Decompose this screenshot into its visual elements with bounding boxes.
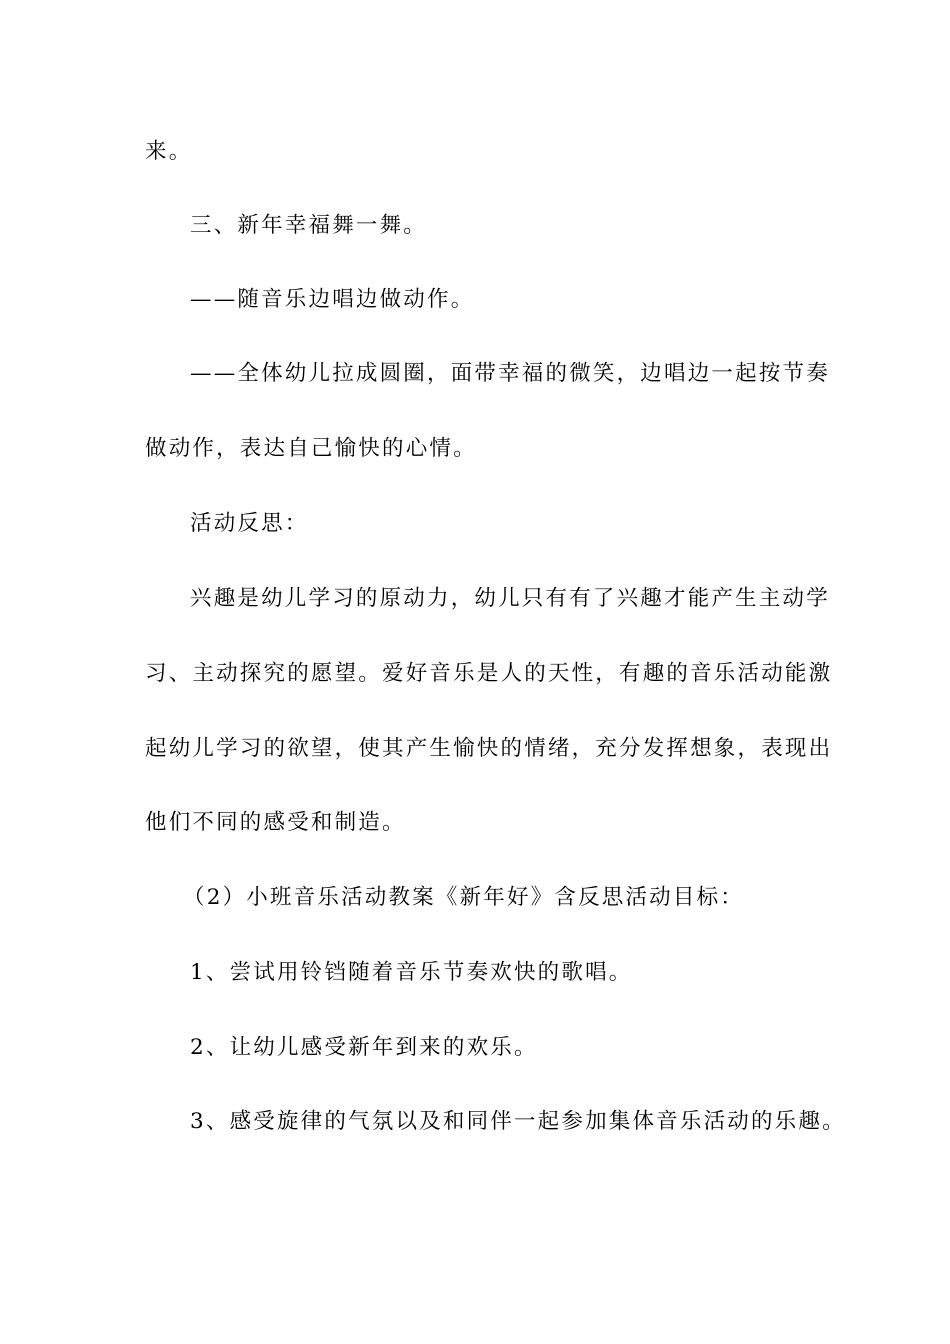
- text-line: 起幼儿学习的欲望，使其产生愉快的情绪，充分发挥想象，表现出: [145, 736, 833, 761]
- section-heading: 活动反思：: [190, 511, 309, 536]
- text-line: 做动作，表达自己愉快的心情。: [145, 436, 477, 461]
- section-heading: 三、新年幸福舞一舞。: [190, 213, 428, 238]
- list-item: 2、让幼儿感受新年到来的欢乐。: [190, 1035, 538, 1060]
- list-item: 3、感受旋律的气氛以及和同伴一起参加集体音乐活动的乐趣。: [190, 1109, 846, 1134]
- text-line: 他们不同的感受和制造。: [145, 810, 406, 835]
- section-heading: （2）小班音乐活动教案《新年好》含反思活动目标：: [183, 885, 744, 910]
- text-line: 习、主动探究的愿望。爱好音乐是人的天性，有趣的音乐活动能激: [145, 661, 833, 686]
- text-line: 来。: [145, 139, 193, 164]
- text-line: ——随音乐边唱边做动作。: [190, 287, 475, 312]
- text-line: ——全体幼儿拉成圆圈，面带幸福的微笑，边唱边一起按节奏: [190, 361, 830, 386]
- text-line: 兴趣是幼儿学习的原动力，幼儿只有有了兴趣才能产生主动学: [190, 586, 830, 611]
- list-item: 1、尝试用铃铛随着音乐节奏欢快的歌唱。: [190, 960, 633, 985]
